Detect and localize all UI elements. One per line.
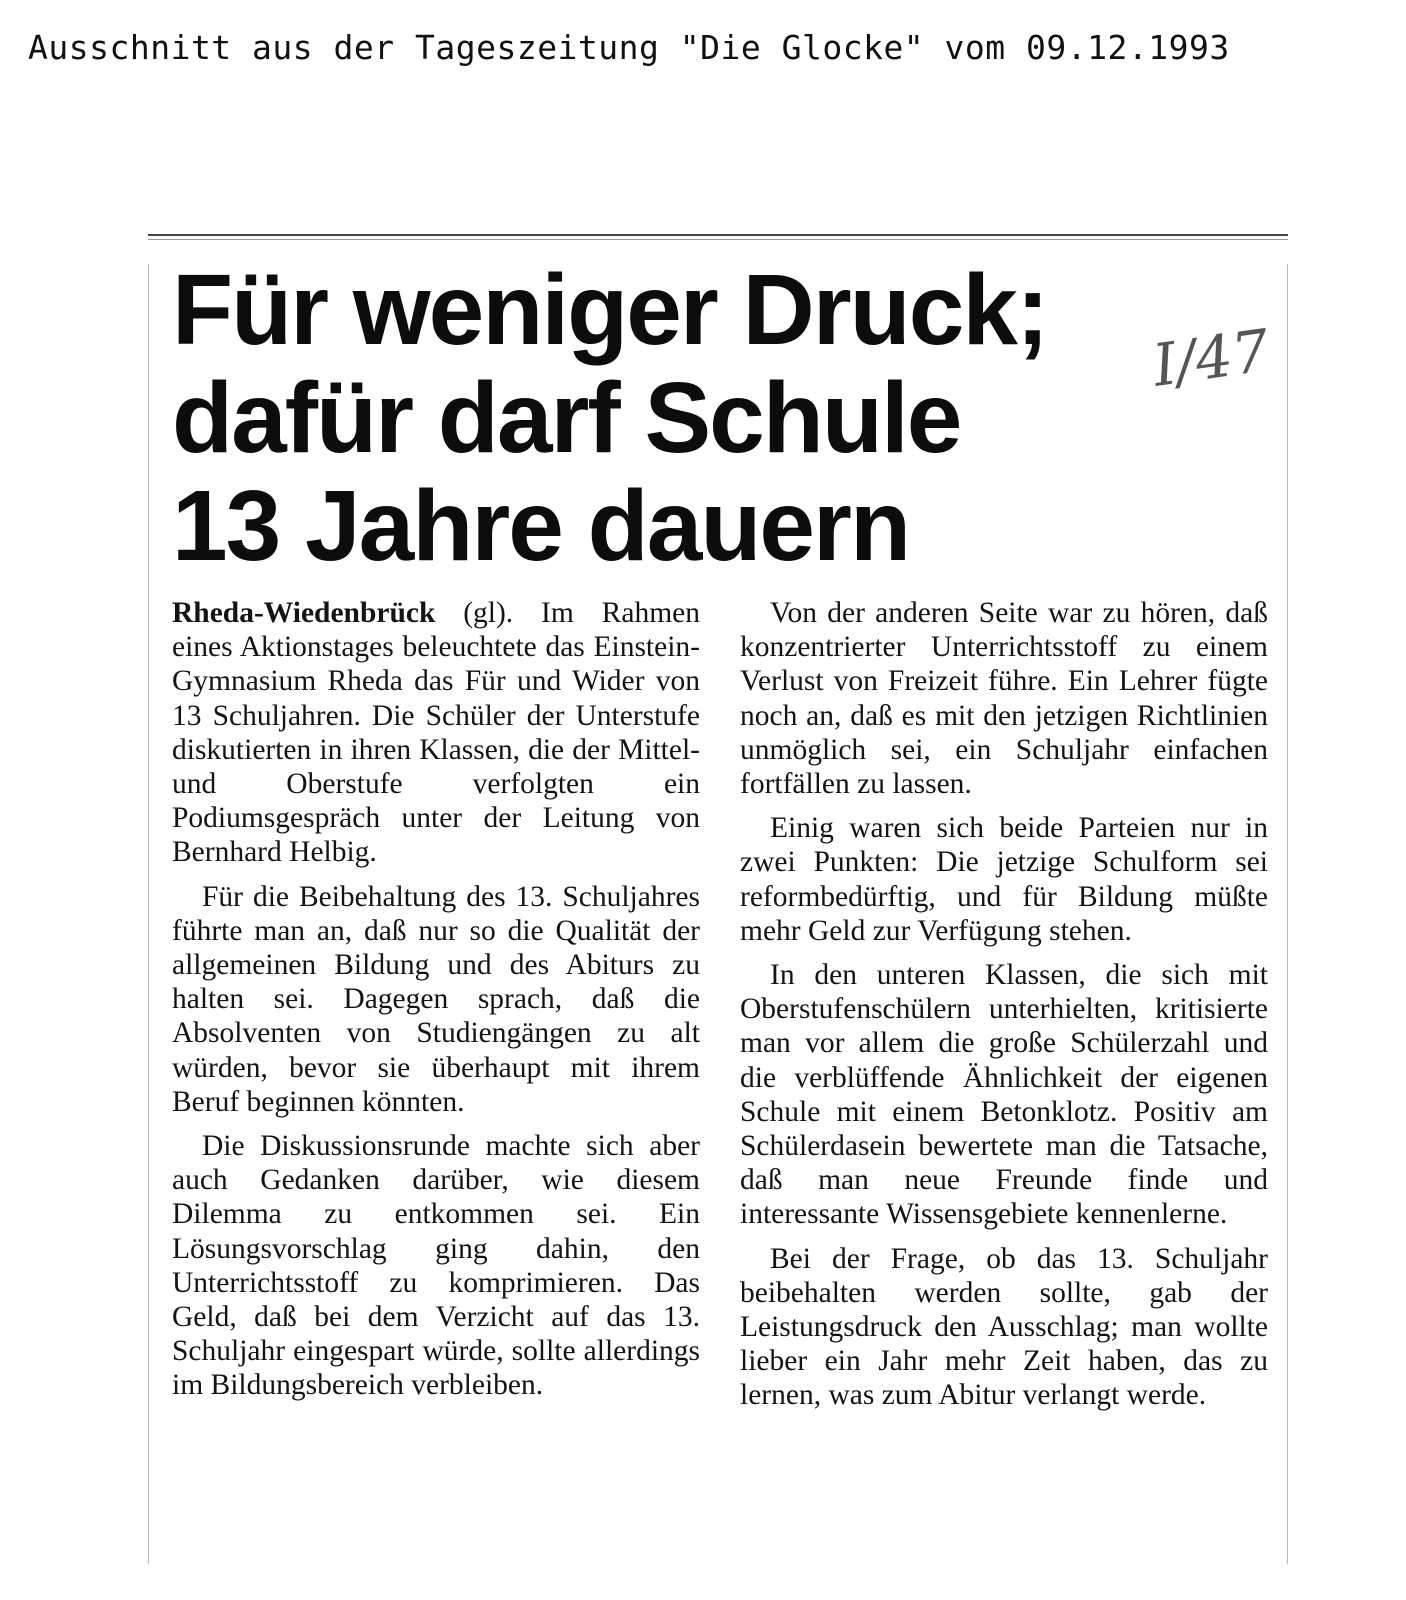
left-edge-line: [148, 264, 149, 1564]
article-column-left: [172, 596, 700, 1413]
headline-line-3: 13 Jahre dauern: [172, 470, 910, 582]
article-paragraph-6: In den unteren Klassen, die sich mit Oberstufenschülern unterhielten, kritisierte man vor allem die große Schülerzahl und die verblüffende Ähnlichkeit der eigenen Schule mit einem Betonklotz. Positiv am Schülerdasein bewertete man die Tatsache, daß man neue Freunde finde und interessante Wissensgebiete kennenlerne.: [740, 959, 1268, 1231]
headline-line-1: Für weniger Druck;: [172, 254, 1048, 366]
right-edge-line: [1287, 264, 1288, 1564]
article-paragraph-1: [172, 596, 700, 870]
headline: [172, 256, 1172, 580]
article-paragraph-2: Für die Beibehaltung des 13. Schuljahres führte man an, daß nur so die Qualität der allgemeinen Bildung und des Abiturs zu halten sei. Dagegen sprach, daß die Absolventen von Studiengängen zu alt würden, bevor sie überhaupt mit ihrem Beruf beginnen könnten.: [172, 880, 700, 1118]
archive-caption: Ausschnitt aus der Tageszeitung "Die Glocke" vom 09.12.1993: [28, 28, 1230, 67]
dateline: Rheda-Wiedenbrück: [172, 597, 436, 629]
paragraph-1-text: (gl). Im Rahmen eines Aktionstages beleuchtete das Einstein-Gymnasium Rheda das Für und Wider von 13 Schuljahren. Die Schüler der Unterstufe diskutierten in ihren Klassen, die der Mittel- und Oberstufe verfolgten ein Podiumsgespräch unter der Leitung von Bernhard Helbig.: [172, 597, 700, 869]
article-column-right: [740, 596, 1268, 1423]
headline-line-2: dafür darf Schule: [172, 362, 961, 474]
top-rule: [148, 234, 1288, 236]
newspaper-clipping: [148, 234, 1288, 1574]
article-paragraph-3: Die Diskussionsrunde machte sich aber auch Gedanken darüber, wie diesem Dilemma zu entkommen sei. Ein Lösungsvorschlag ging dahin, den Unterrichtsstoff zu komprimieren. Das Geld, daß bei dem Verzicht auf das 13. Schuljahr eingespart würde, sollte allerdings im Bildungsbereich verbleiben.: [172, 1130, 700, 1402]
article-paragraph-4: Von der anderen Seite war zu hören, daß konzentrierter Unterrichtsstoff zu einem Verlust von Freizeit führe. Ein Lehrer fügte noch an, daß es mit den jetzigen Richtlinien unmöglich sei, ein Schuljahr einfachen fortfällen zu lassen.: [740, 597, 1268, 801]
handwritten-note: I/47: [1148, 316, 1274, 400]
article-paragraph-7: Bei der Frage, ob das 13. Schuljahr beibehalten werden sollte, gab der Leistungsdruck den Ausschlag; man wollte lieber ein Jahr mehr Zeit haben, das zu lernen, was zum Abitur verlangt werde.: [740, 1242, 1268, 1412]
top-rule-thin: [148, 239, 1288, 240]
article-paragraph-5: Einig waren sich beide Parteien nur in zwei Punkten: Die jetzige Schulform sei reformbedürftig, und für Bildung müßte mehr Geld zur Verfügung stehen.: [740, 812, 1268, 947]
